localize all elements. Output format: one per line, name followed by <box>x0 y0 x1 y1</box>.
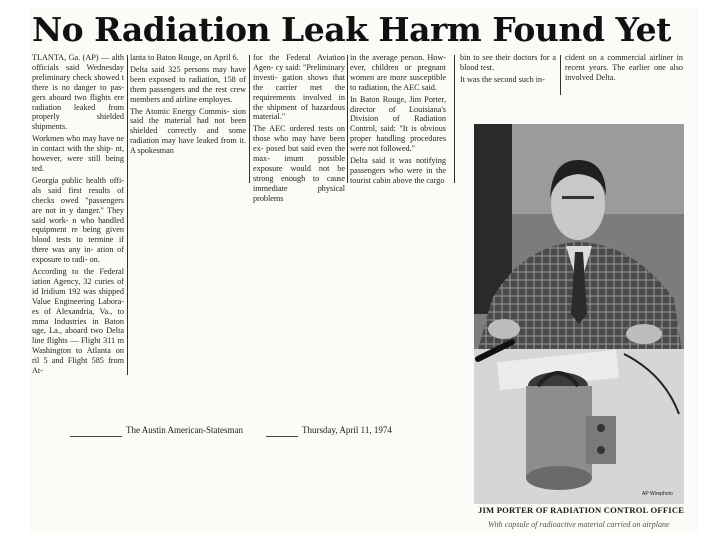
article-column-6 <box>565 53 683 93</box>
article-paragraph: Georgia public health offi- als said first results of checks owed "passengers are not in y danger." They said work- n who handled equipment re being given blood tests to termine if there was any in- ation of exposure to radi- on. <box>32 175 124 265</box>
article-paragraph: cident on a commercial airliner in recent years. The earlier one also involved Delta. <box>565 53 683 82</box>
article-paragraph: It was the second such in- <box>460 74 545 84</box>
photo-caption: JIM PORTER OF RADIATION CONTROL OFFICE <box>478 505 685 515</box>
article-paragraph: The Atomic Energy Commis- sion said the material had not been shielded correctly and some radiation may have leaked from it. A spokesman <box>130 106 246 156</box>
column-rule <box>249 55 250 183</box>
photo-subcaption: With capsule of radioactive material carried on airplane <box>488 520 670 529</box>
person-hand-left <box>488 319 520 339</box>
publication-date: Thursday, April 11, 1974 <box>302 425 392 435</box>
column-rule <box>347 55 348 183</box>
radioactive-capsule-body <box>526 386 592 478</box>
news-photo <box>474 124 684 504</box>
dateline-rule <box>70 436 122 437</box>
article-paragraph: TLANTA, Ga. (AP) — alth officials said Wednesday preliminary check showed t there is no danger to pas- gers aboard two flights ere radiation leaked from properly shielded shipments. <box>32 53 124 132</box>
article-column-5 <box>460 53 556 84</box>
photo-credit: AP Wirephoto <box>642 491 673 497</box>
article-paragraph: In Baton Rouge, Jim Porter, director of Louisiana's Division of Radiation Control, said: "It is obvious proper handling procedures were not followed." <box>350 94 446 154</box>
article-column-2 <box>130 53 246 187</box>
article-column-4 <box>350 53 446 187</box>
newspaper-name: The Austin American-Statesman <box>126 425 243 435</box>
person-hand-right <box>626 324 662 344</box>
dateline <box>70 422 464 442</box>
article-paragraph: Delta said it was notifying passengers who were in the tourist cabin above the cargo <box>350 156 446 185</box>
radioactive-capsule-base <box>526 466 592 490</box>
article-paragraph: Workmen who may have ne in contact with the ship- nt, however, were still being ted. <box>32 134 124 173</box>
capsule-bolt <box>597 424 605 432</box>
article-column-1 <box>32 53 124 379</box>
article-paragraph: for the Federal Aviation Agen- cy said: "Preliminary investi- gation shows that the carrier met the requirements involved in the shipment of hazardous material." <box>253 53 345 122</box>
capsule-bracket <box>586 416 616 464</box>
headline: No Radiation Leak Harm Found Yet <box>32 10 671 49</box>
article-paragraph: Delta said 325 persons may have been exposed to radiation, 158 of them passengers and the rest crew members and airline employes. <box>130 64 246 104</box>
article-paragraph: The AEC ordered tests on those who may have been ex- posed but said even the max- imum possible exposure would not be strong enough to cause immediate physical problems <box>253 124 345 203</box>
column-rule <box>560 55 561 95</box>
article-paragraph: lanta to Baton Rouge, on April 6. <box>130 53 239 62</box>
dateline-rule <box>266 436 298 437</box>
article-paragraph: bin to see their doctors for a blood test. <box>460 53 556 72</box>
person-eyebrows <box>562 196 594 199</box>
article-column-3 <box>253 53 345 203</box>
column-rule <box>127 55 128 375</box>
article-paragraph: in the average person. How- ever, children or pregnant women are more susceptible to radiation, the AEC said. <box>350 53 446 92</box>
article-paragraph: According to the Federal iation Agency, 32 curies of id Iridium 192 was shipped Value Engineering Labora- es of Alexandria, Va., to mma Industries in Baton uge, La., aboard two Delta line flights — Flight 311 m Washington to Atlanta on ril 5 and Flight 585 from At- <box>32 267 124 376</box>
capsule-bolt <box>597 446 605 454</box>
column-rule <box>454 55 455 183</box>
